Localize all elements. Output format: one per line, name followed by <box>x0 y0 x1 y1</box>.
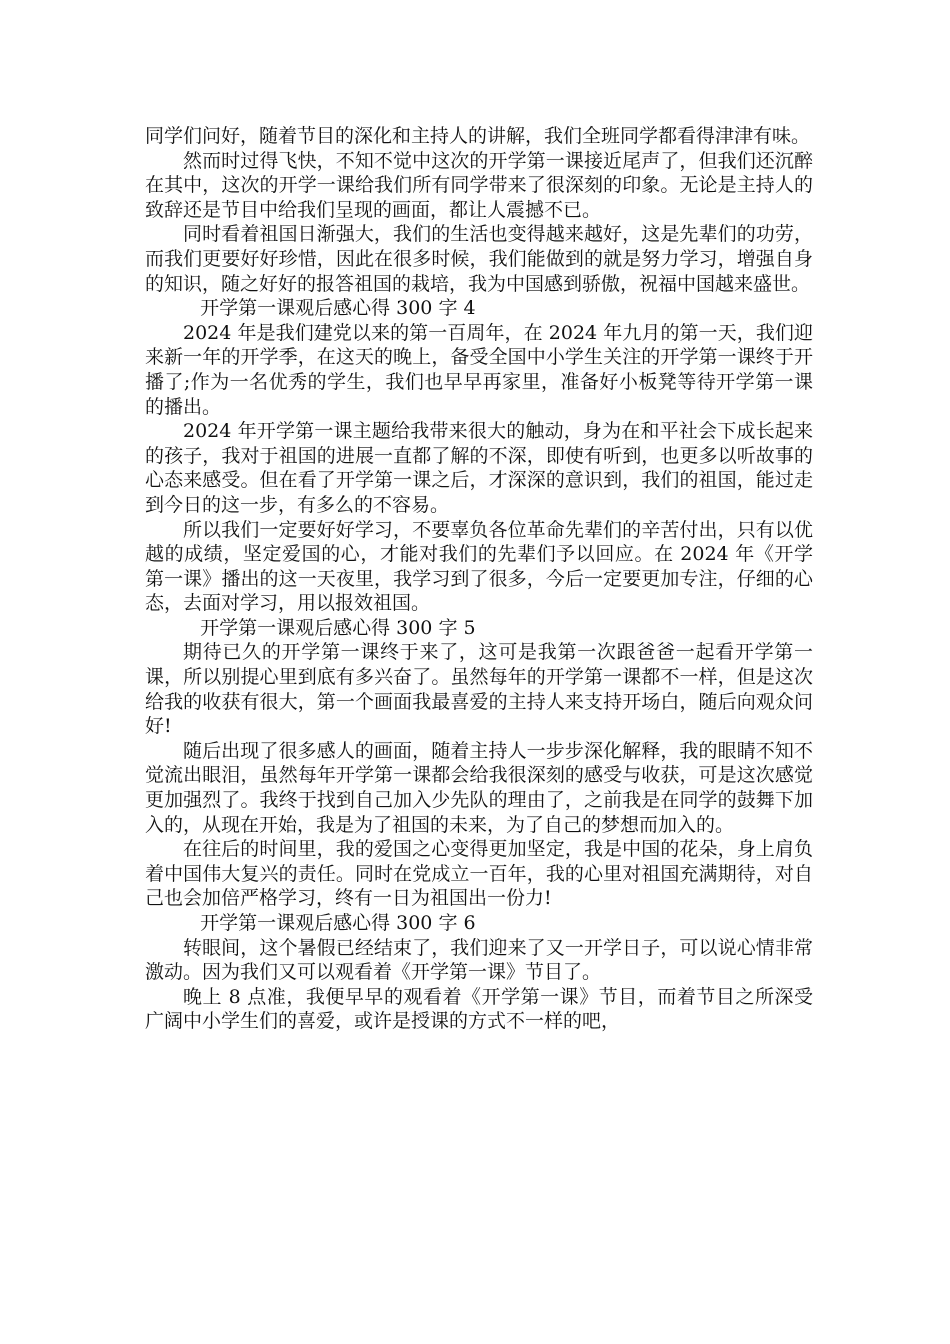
paragraph: 同时看着祖国日渐强大，我们的生活也变得越来越好，这是先辈们的功劳，而我们更要好好珍惜，因此在很多时候，我们能做到的就是努力学习，增强自身的知识，随之好好的报答祖国的栽培，我为中国感到骄傲，祝福中国越来盛世。 <box>145 223 813 295</box>
paragraph: 同学们问好，随着节目的深化和主持人的讲解，我们全班同学都看得津津有味。 <box>145 125 811 147</box>
document-body <box>145 124 813 1034</box>
section-heading: 开学第一课观后感心得 300 字 5 <box>200 616 476 639</box>
paragraph: 随后出现了很多感人的画面，随着主持人一步步深化解释，我的眼睛不知不觉流出眼泪，虽然每年开学第一课都会给我很深刻的感受与收获，可是这次感觉更加强烈了。我终于找到自己加入少先队的理由了，之前我是在同学的鼓舞下加入的，从现在开始，我是为了祖国的未来，为了自己的梦想而加入的。 <box>145 739 813 836</box>
section-heading: 开学第一课观后感心得 300 字 4 <box>200 297 476 320</box>
paragraph: 在往后的时间里，我的爱国之心变得更加坚定，我是中国的花朵，身上肩负着中国伟大复兴的责任。同时在党成立一百年，我的心里对祖国充满期待，对自己也会加倍严格学习，终有一日为祖国出一份力! <box>145 838 813 910</box>
paragraph: 所以我们一定要好好学习，不要辜负各位革命先辈们的辛苦付出，只有以优越的成绩，坚定爱国的心，才能对我们的先辈们予以回应。在 2024 年《开学第一课》播出的这一天夜里，我学习到了很多，今后一定要更加专注，仔细的心态，去面对学习，用以报效祖国。 <box>145 518 813 615</box>
paragraph: 然而时过得飞快，不知不觉中这次的开学第一课接近尾声了，但我们还沉醉在其中，这次的开学一课给我们所有同学带来了很深刻的印象。无论是主持人的致辞还是节目中给我们呈现的画面，都让人震撼不已。 <box>145 149 813 221</box>
paragraph: 晚上 8 点准，我便早早的观看着《开学第一课》节目，而着节目之所深受广阔中小学生们的喜爱，或许是授课的方式不一样的吧， <box>145 985 813 1033</box>
paragraph: 期待已久的开学第一课终于来了，这可是我第一次跟爸爸一起看开学第一课，所以别提心里到底有多兴奋了。虽然每年的开学第一课都不一样，但是这次给我的收获有很大，第一个画面我最喜爱的主持人来支持开场白，随后向观众问好! <box>145 641 813 738</box>
section-heading: 开学第一课观后感心得 300 字 6 <box>200 912 476 934</box>
paragraph: 2024 年开学第一课主题给我带来很大的触动，身为在和平社会下成长起来的孩子，我对于祖国的进展一直都了解的不深，即使有听到，也更多以听故事的心态来感受。但在看了开学第一课之后，才深深的意识到，我们的祖国，能过走到今日的这一步，有多么的不容易。 <box>145 420 813 516</box>
paragraph: 转眼间，这个暑假已经结束了，我们迎来了又一开学日子，可以说心情非常激动。因为我们又可以观看着《开学第一课》节目了。 <box>145 936 813 984</box>
paragraph: 2024 年是我们建党以来的第一百周年，在 2024 年九月的第一天，我们迎来新一年的开学季，在这天的晚上，备受全国中小学生关注的开学第一课终于开播了;作为一名优秀的学生，我们也早早再家里，准备好小板凳等待开学第一课的播出。 <box>145 321 813 418</box>
